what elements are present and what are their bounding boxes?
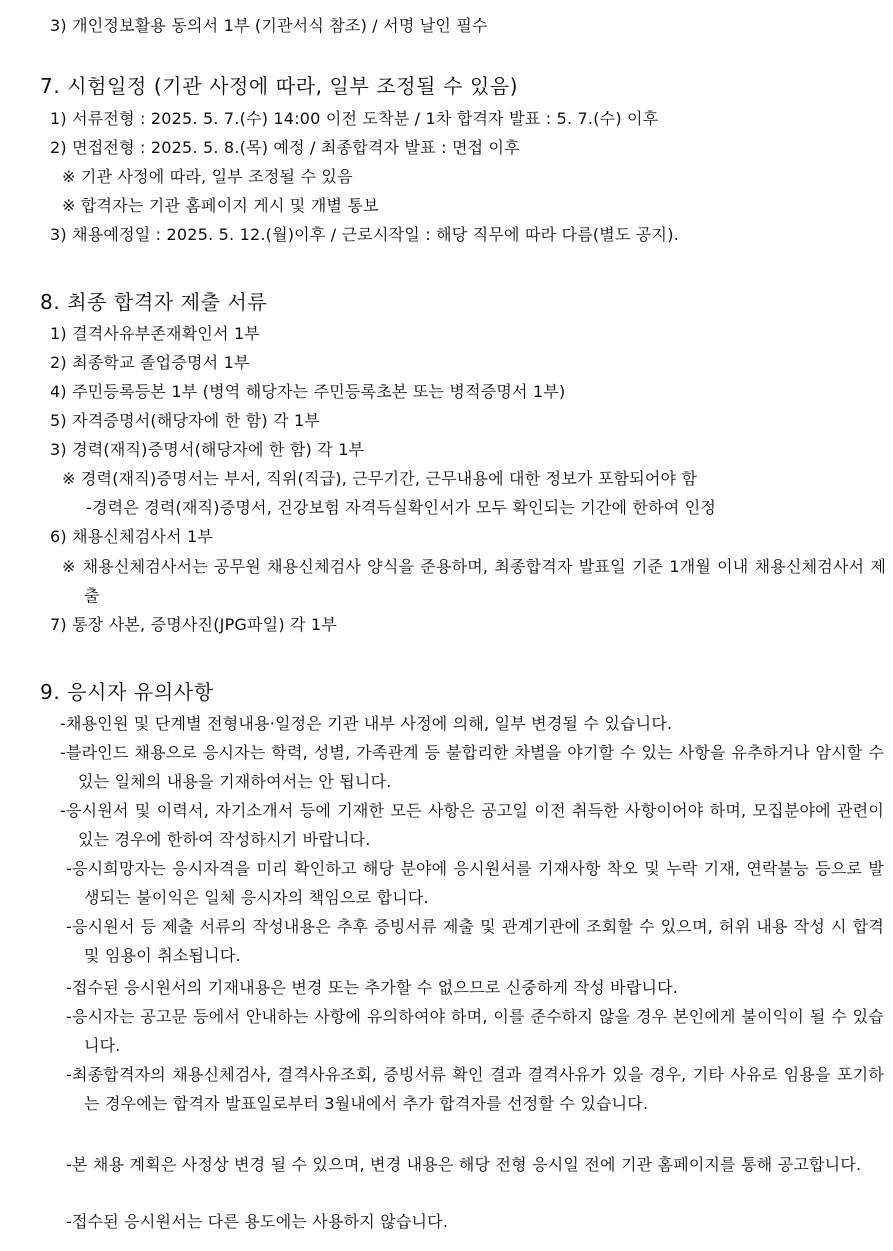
section-8-title: 8. 최종 합격자 제출 서류 <box>40 290 268 314</box>
section-9-title: 9. 응시자 유의사항 <box>40 680 214 704</box>
doc-item-certificate: 5) 자격증명서(해당자에 한 함) 각 1부 <box>50 411 321 430</box>
doc-item-bankbook-photo: 7) 통장 사본, 증명사진(JPG파일) 각 1부 <box>50 615 338 634</box>
notice-item: -채용인원 및 단계별 전형내용·일정은 기관 내부 사정에 의해, 일부 변경될 수 있습니다. <box>60 714 673 733</box>
doc-item-career: 3) 경력(재직)증명서(해당자에 한 함) 각 1부 <box>50 440 365 459</box>
section-7-title: 7. 시험일정 (기관 사정에 따라, 일부 조정될 수 있음) <box>40 74 519 98</box>
notice-item: -응시원서 등 제출 서류의 작성내용은 추후 증빙서류 제출 및 관계기관에 조회할 수 있으며, 허위 내용 작성 시 합격 및 임용이 취소됩니다. <box>66 917 884 965</box>
notice-item: -블라인드 채용으로 응시자는 학력, 성별, 가족관계 등 불합리한 차별을 야기할 수 있는 사항을 유추하거나 암시할 수 있는 일체의 내용을 기재하여서는 안 됩니다. <box>60 743 884 791</box>
schedule-interview: 2) 면접전형 : 2025. 5. 8.(목) 예정 / 최종합격자 발표 : 면접 이후 <box>50 138 520 157</box>
notice-item: -접수된 응시원서의 기재내용은 변경 또는 추가할 수 없으므로 신중하게 작성 바랍니다. <box>66 978 679 997</box>
consent-form-item: 3) 개인정보활용 동의서 1부 (기관서식 참조) / 서명 날인 필수 <box>50 16 488 35</box>
doc-item-medical: 6) 채용신체검사서 1부 <box>50 527 214 546</box>
doc-note-career-info: ※ 경력(재직)증명서는 부서, 직위(직급), 근무기간, 근무내용에 대한 정보가 포함되어야 함 <box>62 469 698 488</box>
schedule-hire-date: 3) 채용예정일 : 2025. 5. 12.(월)이후 / 근로시작일 : 해당 직무에 따라 다름(별도 공지). <box>50 225 679 244</box>
notice-item: -접수된 응시원서는 다른 용도에는 사용하지 않습니다. <box>66 1212 449 1231</box>
doc-note-medical: ※ 채용신체검사서는 공무원 채용신체검사 양식을 준용하며, 최종합격자 발표일 기준 1개월 이내 채용신체검사서 제출 <box>62 557 886 605</box>
notice-item: -응시희망자는 응시자격을 미리 확인하고 해당 분야에 응시원서를 기재사항 착오 및 누락 기재, 연락불능 등으로 발생되는 불이익은 일체 응시자의 책임으로 합니다. <box>66 859 884 907</box>
notice-item: -응시자는 공고문 등에서 안내하는 사항에 유의하여야 하며, 이를 준수하지 않을 경우 본인에게 불이익이 될 수 있습니다. <box>66 1007 884 1055</box>
doc-item-disqualification: 1) 결격사유부존재확인서 1부 <box>50 324 260 343</box>
doc-item-resident-register: 4) 주민등록등본 1부 (병역 해당자는 주민등록초본 또는 병적증명서 1부) <box>50 382 566 401</box>
schedule-document-screening: 1) 서류전형 : 2025. 5. 7.(수) 14:00 이전 도착분 / 1차 합격자 발표 : 5. 7.(수) 이후 <box>50 109 659 128</box>
notice-item: -본 채용 계획은 사정상 변경 될 수 있으며, 변경 내용은 해당 전형 응시일 전에 기관 홈페이지를 통해 공고합니다. <box>66 1155 862 1174</box>
doc-note-career-period: -경력은 경력(재직)증명서, 건강보험 자격득실확인서가 모두 확인되는 기간에 한하여 인정 <box>86 498 717 517</box>
schedule-note-notice: ※ 합격자는 기관 홈페이지 게시 및 개별 통보 <box>62 196 379 215</box>
notice-item: -응시원서 및 이력서, 자기소개서 등에 기재한 모든 사항은 공고일 이전 취득한 사항이어야 하며, 모집분야에 관련이 있는 경우에 한하여 작성하시기 바랍니다. <box>60 801 884 849</box>
notice-item: -최종합격자의 채용신체검사, 결격사유조회, 증빙서류 확인 결과 결격사유가 있을 경우, 기타 사유로 임용을 포기하는 경우에는 합격자 발표일로부터 3월내에서 추가 합격자를 선정할 수 있습니다. <box>66 1065 884 1113</box>
doc-item-graduation: 2) 최종학교 졸업증명서 1부 <box>50 353 250 372</box>
schedule-note-adjust: ※ 기관 사정에 따라, 일부 조정될 수 있음 <box>62 167 353 186</box>
